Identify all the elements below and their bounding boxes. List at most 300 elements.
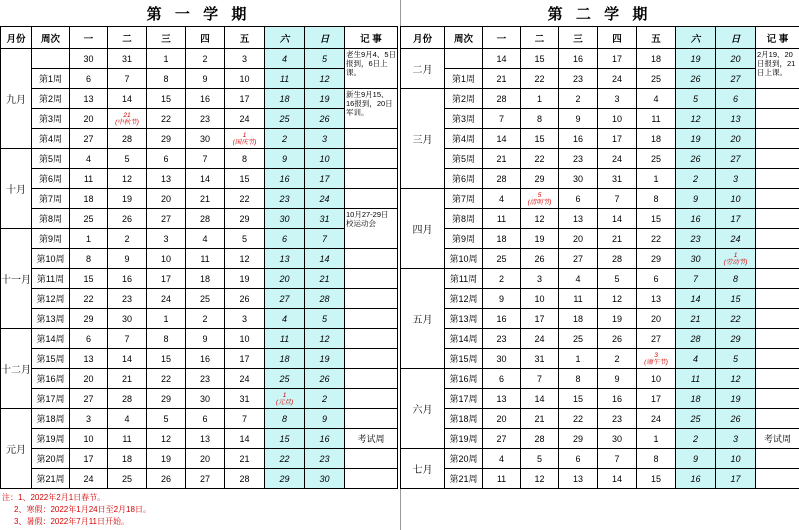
weekend-cell: 25 [265,369,305,389]
weekend-cell: 29 [265,469,305,489]
week-cell: 第11周 [445,269,483,289]
day-cell: 12 [598,289,637,309]
weekend-cell: 26 [716,409,756,429]
weekend-cell: 16 [676,209,716,229]
day-cell: 4 [483,449,521,469]
holiday-label: (劳动节) [723,258,748,266]
day-cell: 21 [225,449,265,469]
holiday-label: (国庆节) [232,138,257,146]
table-row [1,369,398,389]
day-cell: 15 [70,269,108,289]
weekend-cell: 3 [305,129,345,149]
week-cell: 第8周 [445,209,483,229]
note-empty [756,149,799,169]
note-empty [345,389,398,409]
day-cell: 31 [225,389,265,409]
week-cell: 第5周 [445,149,483,169]
day-cell: 7 [108,329,147,349]
day-cell: 30 [598,429,637,449]
week-cell: 第21周 [32,469,70,489]
table-row [1,449,398,469]
weekend-cell: 20 [716,49,756,69]
footnote-3: 3、暑假：2022年7月11日开始。 [14,517,129,526]
day-cell: 10 [225,329,265,349]
weekend-cell: 2 [265,129,305,149]
week-cell: 第15周 [32,349,70,369]
day-cell: 5 [598,269,637,289]
day-cell: 27 [559,249,598,269]
weekend-cell [716,249,756,269]
day-cell: 3 [598,89,637,109]
weekend-cell: 26 [676,69,716,89]
week-cell: 第1周 [445,69,483,89]
day-cell: 13 [483,389,521,409]
day-cell: 6 [559,449,598,469]
month-cell: 五月 [401,269,445,369]
day-cell: 22 [147,109,186,129]
day-cell: 18 [108,449,147,469]
day-cell: 24 [70,469,108,489]
day-cell: 8 [637,449,676,469]
day-cell: 22 [225,189,265,209]
day-cell: 6 [186,409,225,429]
week-cell: 第20周 [32,449,70,469]
weekend-cell: 23 [265,189,305,209]
day-cell: 14 [225,429,265,449]
table-row [401,309,799,329]
note-empty [756,209,799,229]
day-cell: 5 [225,229,265,249]
weekend-cell: 15 [265,429,305,449]
weekend-cell: 25 [265,109,305,129]
day-cell: 17 [225,349,265,369]
day-cell: 27 [70,129,108,149]
day-cell: 1 [70,229,108,249]
month-cell: 元月 [1,409,32,489]
day-cell: 10 [225,69,265,89]
header-month: 月份 [1,27,32,49]
week-cell: 第19周 [445,429,483,449]
day-cell: 3 [147,229,186,249]
day-cell: 24 [598,69,637,89]
week-cell: 第2周 [445,89,483,109]
day-cell: 14 [108,89,147,109]
day-cell: 29 [147,389,186,409]
holiday-label: 5 [537,191,542,199]
weekend-cell: 12 [676,109,716,129]
day-cell: 23 [559,69,598,89]
day-cell [637,349,676,369]
table-row [401,429,799,449]
week-cell: 第14周 [32,329,70,349]
day-cell: 8 [147,69,186,89]
semester-2 [400,0,799,489]
weekend-cell: 21 [676,309,716,329]
day-cell: 27 [483,429,521,449]
day-cell: 4 [186,229,225,249]
day-cell: 11 [637,109,676,129]
semester-1-table [0,26,398,489]
weekend-cell: 11 [676,369,716,389]
day-cell: 17 [598,49,637,69]
week-cell: 第4周 [32,129,70,149]
note-empty [345,449,398,469]
day-cell: 21 [186,189,225,209]
table-row [1,349,398,369]
footnotes [2,492,151,528]
day-cell: 23 [598,409,637,429]
header-tue: 二 [108,27,147,49]
table-row [401,289,799,309]
day-cell: 7 [598,449,637,469]
weekend-cell: 28 [676,329,716,349]
note-empty [756,409,799,429]
week-cell: 第9周 [32,229,70,249]
weekend-cell: 10 [716,189,756,209]
table-row [1,209,398,229]
day-cell: 24 [225,369,265,389]
day-cell: 21 [483,69,521,89]
table-row [1,49,398,69]
header-row [401,27,799,49]
table-row [401,49,799,69]
table-row [401,189,799,209]
note-empty [345,329,398,349]
day-cell: 24 [598,149,637,169]
note-empty [756,289,799,309]
note-exam: 考试周 [345,429,398,449]
weekend-cell: 11 [265,69,305,89]
day-cell: 24 [521,329,559,349]
day-cell: 18 [186,269,225,289]
day-cell: 30 [186,389,225,409]
week-cell: 第1周 [32,69,70,89]
day-cell: 25 [70,209,108,229]
day-cell: 7 [598,189,637,209]
month-cell: 十月 [1,149,32,229]
day-cell: 9 [108,249,147,269]
holiday-label: (中秋节) [115,118,139,126]
semester-1-title: 第 一 学 期 [146,5,251,23]
day-cell: 9 [598,369,637,389]
table-row [401,109,799,129]
day-cell: 28 [521,429,559,449]
day-cell: 29 [637,249,676,269]
day-cell: 16 [598,389,637,409]
holiday-label: (元旦) [275,398,294,406]
header-sun: 日 [305,27,345,49]
day-cell: 14 [598,209,637,229]
table-row [401,449,799,469]
week-cell: 第20周 [445,449,483,469]
note-empty [756,129,799,149]
day-cell: 9 [559,109,598,129]
month-cell: 九月 [1,49,32,149]
day-cell: 21 [521,409,559,429]
header-thu: 四 [186,27,225,49]
holiday-label: 1 [282,391,287,399]
note-empty [345,409,398,429]
day-cell: 6 [483,369,521,389]
day-cell: 27 [186,469,225,489]
weekend-cell: 24 [305,189,345,209]
day-cell: 20 [637,309,676,329]
table-row [401,389,799,409]
weekend-cell: 28 [305,289,345,309]
day-cell: 19 [521,229,559,249]
weekend-cell: 26 [676,149,716,169]
day-cell: 11 [108,429,147,449]
day-cell: 10 [70,429,108,449]
weekend-cell: 13 [716,109,756,129]
day-cell: 11 [186,249,225,269]
weekend-cell: 25 [676,409,716,429]
day-cell: 18 [483,229,521,249]
note-empty [345,269,398,289]
day-cell: 10 [598,109,637,129]
footnote-1: 注：1、2022年2月1日春节。 [2,493,106,502]
day-cell: 26 [225,289,265,309]
weekend-cell: 19 [676,49,716,69]
day-cell: 26 [147,469,186,489]
day-cell: 28 [483,169,521,189]
day-cell: 7 [483,109,521,129]
weekend-cell: 31 [305,209,345,229]
month-cell: 三月 [401,89,445,189]
day-cell: 17 [521,309,559,329]
day-cell: 3 [521,269,559,289]
table-row [401,169,799,189]
day-cell: 17 [147,269,186,289]
week-cell: 第10周 [32,249,70,269]
day-cell: 25 [559,329,598,349]
weekend-cell: 12 [305,329,345,349]
weekend-cell: 7 [676,269,716,289]
day-cell: 19 [225,269,265,289]
day-cell [108,109,147,129]
day-cell: 8 [225,149,265,169]
day-cell: 13 [559,469,598,489]
weekend-cell: 14 [676,289,716,309]
weekend-cell: 4 [676,349,716,369]
day-cell: 24 [147,289,186,309]
day-cell: 22 [637,229,676,249]
day-cell: 4 [483,189,521,209]
day-cell: 11 [483,469,521,489]
day-cell: 7 [521,369,559,389]
day-cell: 15 [637,209,676,229]
day-cell: 31 [108,49,147,69]
note-empty [345,469,398,489]
holiday-label: (清明节) [527,198,552,206]
header-week: 周次 [445,27,483,49]
day-cell: 30 [186,129,225,149]
day-cell: 6 [70,329,108,349]
header-row [1,27,398,49]
day-cell: 25 [186,289,225,309]
weekend-cell: 6 [265,229,305,249]
day-cell: 7 [108,69,147,89]
weekend-cell: 16 [265,169,305,189]
day-cell: 16 [186,349,225,369]
header-wed: 三 [147,27,186,49]
table-row [1,309,398,329]
day-cell: 7 [225,409,265,429]
day-cell: 16 [483,309,521,329]
weekend-cell: 11 [265,329,305,349]
day-cell: 8 [70,249,108,269]
header-wed: 三 [559,27,598,49]
day-cell: 18 [559,309,598,329]
day-cell: 1 [637,429,676,449]
semester-1 [0,0,397,489]
table-row [401,249,799,269]
day-cell: 3 [225,309,265,329]
day-cell: 14 [108,349,147,369]
header-mon: 一 [483,27,521,49]
note-empty [345,189,398,209]
day-cell: 22 [70,289,108,309]
day-cell: 24 [225,109,265,129]
weekend-cell: 8 [716,269,756,289]
header-tue: 二 [521,27,559,49]
week-cell: 第17周 [445,389,483,409]
day-cell: 29 [147,129,186,149]
day-cell: 8 [521,109,559,129]
day-cell: 14 [483,129,521,149]
note-empty [756,169,799,189]
table-row [1,429,398,449]
day-cell: 15 [521,49,559,69]
weekend-cell: 12 [716,369,756,389]
day-cell: 23 [186,109,225,129]
day-cell: 16 [559,129,598,149]
day-cell: 5 [108,149,147,169]
day-cell: 29 [559,429,598,449]
day-cell: 18 [637,49,676,69]
day-cell: 15 [147,89,186,109]
day-cell: 3 [70,409,108,429]
day-cell: 27 [147,209,186,229]
weekend-cell: 30 [265,209,305,229]
day-cell: 9 [186,69,225,89]
header-sat: 六 [676,27,716,49]
table-row [401,369,799,389]
weekend-cell: 8 [265,409,305,429]
day-cell: 20 [559,229,598,249]
weekend-cell: 10 [716,449,756,469]
weekend-cell: 17 [716,469,756,489]
week-cell: 第4周 [445,129,483,149]
weekend-cell: 21 [305,269,345,289]
note-empty [345,349,398,369]
table-row [401,409,799,429]
day-cell: 11 [70,169,108,189]
header-notes: 记 事 [756,27,799,49]
table-row [1,89,398,109]
month-cell: 四月 [401,189,445,269]
weekend-cell: 30 [676,249,716,269]
header-fri: 五 [225,27,265,49]
table-row [1,269,398,289]
week-cell: 第2周 [32,89,70,109]
day-cell: 8 [147,329,186,349]
table-row [401,89,799,109]
note-empty [756,249,799,269]
week-cell: 第12周 [32,289,70,309]
week-cell: 第18周 [32,409,70,429]
note-empty [345,289,398,309]
day-cell: 13 [70,349,108,369]
weekend-cell: 15 [716,289,756,309]
day-cell: 25 [637,69,676,89]
day-cell: 28 [598,249,637,269]
day-cell: 14 [598,469,637,489]
weekend-cell: 22 [716,309,756,329]
weekend-cell [265,389,305,409]
header-notes: 记 事 [345,27,398,49]
day-cell [225,129,265,149]
weekend-cell: 20 [265,269,305,289]
week-cell: 第5周 [32,149,70,169]
weekend-cell: 7 [305,229,345,249]
day-cell: 30 [559,169,598,189]
table-row [401,209,799,229]
day-cell: 6 [70,69,108,89]
weekend-cell: 29 [716,329,756,349]
weekend-cell: 2 [305,389,345,409]
note-empty [345,369,398,389]
day-cell: 25 [108,469,147,489]
day-cell [521,189,559,209]
weekend-cell: 4 [265,49,305,69]
note-exam: 考试周 [756,429,799,449]
weekend-cell: 2 [676,429,716,449]
weekend-cell: 27 [716,69,756,89]
header-thu: 四 [598,27,637,49]
day-cell: 27 [637,329,676,349]
weekend-cell: 27 [265,289,305,309]
table-row [1,149,398,169]
day-cell: 22 [521,149,559,169]
table-row [1,109,398,129]
holiday-label: 1 [242,131,247,139]
week-cell: 第13周 [32,309,70,329]
table-row [1,169,398,189]
note-freshmen: 新生9月15、16报到，20日军训。 [345,89,398,129]
day-cell: 13 [70,89,108,109]
day-cell: 14 [186,169,225,189]
day-cell: 18 [637,129,676,149]
day-cell: 9 [483,289,521,309]
day-cell: 11 [559,289,598,309]
day-cell: 21 [598,229,637,249]
note-empty [756,309,799,329]
week-cell: 第3周 [32,109,70,129]
day-cell: 19 [598,309,637,329]
weekend-cell: 19 [305,89,345,109]
weekend-cell: 19 [676,129,716,149]
note-empty [756,389,799,409]
semester-2-table [400,26,799,489]
note-empty [756,449,799,469]
day-cell: 26 [598,329,637,349]
table-row [1,229,398,249]
week-cell: 第8周 [32,209,70,229]
weekend-cell: 9 [676,449,716,469]
day-cell: 30 [70,49,108,69]
note-sports: 10月27-29日校运动会 [345,209,398,249]
